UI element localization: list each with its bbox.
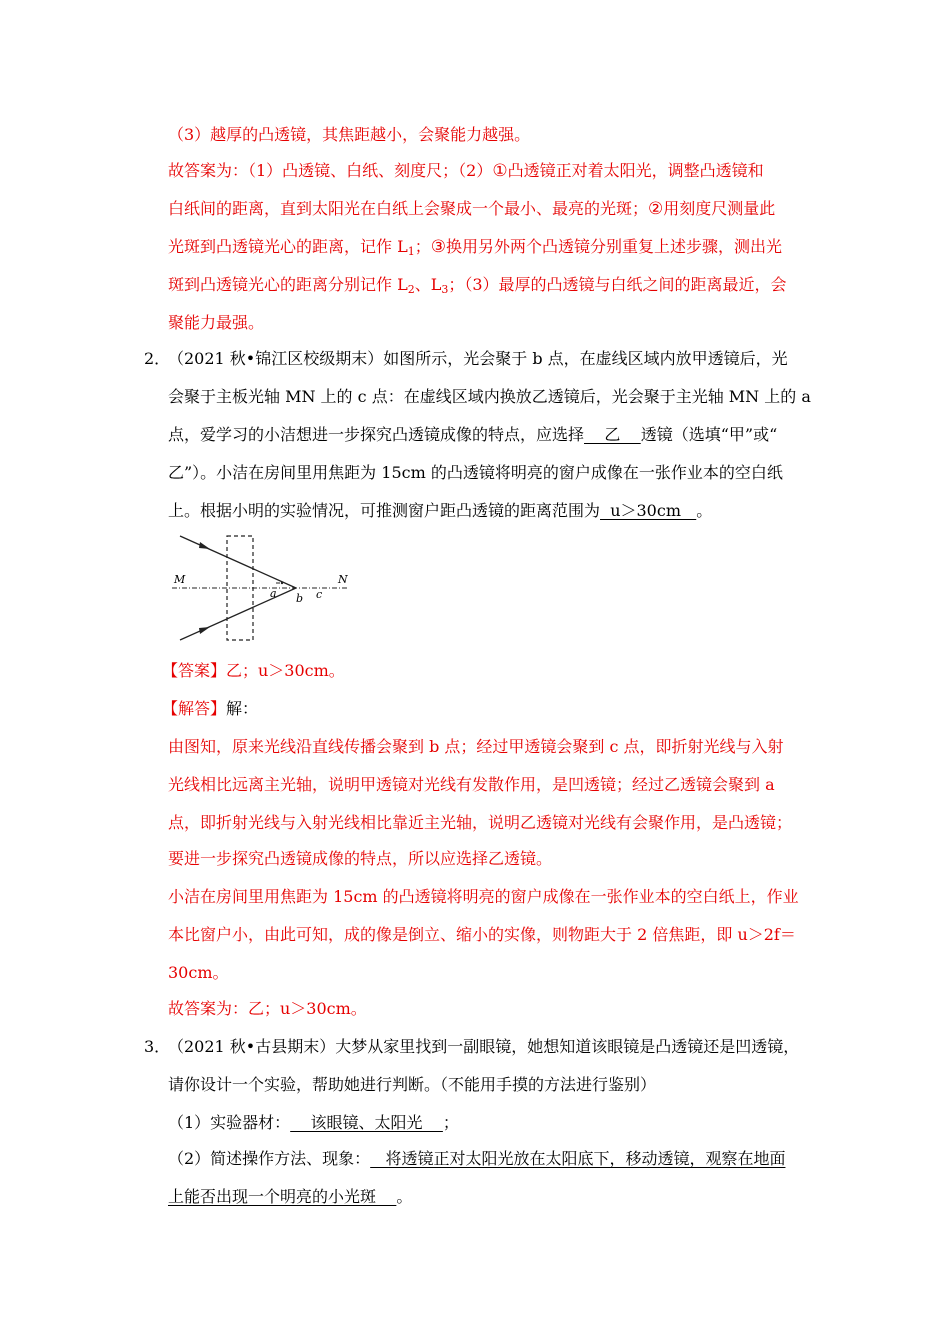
lens-diagram (170, 532, 350, 644)
question-3-sub-2 (168, 1148, 785, 1172)
answer-summary-line-1 (168, 160, 764, 184)
text: 换用另外两个凸透镜分别重复上述步骤，测出光 (445, 237, 782, 256)
text: ； (442, 1113, 459, 1132)
solution-label-2: 解： (226, 699, 259, 718)
answer-line: 【答案】乙；u＞30cm。 (162, 661, 345, 680)
text: 故答案为：（1）凸透镜、白纸、刻度尺；（2） (168, 161, 493, 180)
explanation-line-5: 小洁在房间里用焦距为 15cm 的凸透镜将明亮的窗户成像在一张作业本的空白纸上，作业 (168, 887, 799, 906)
text: 点，爱学习的小洁想进一步探究凸透镜成像的特点，应选择 (168, 425, 585, 444)
explanation-line-4: 要进一步探究凸透镜成像的特点，所以应选择乙透镜。 (168, 849, 553, 868)
subscript: 2 (407, 283, 415, 296)
label-N: N (338, 573, 348, 586)
explanation-line-6: 本比窗户小，由此可知，成的像是倒立、缩小的实像，则物距大于 2 倍焦距，即 u＞2f＝ (168, 925, 796, 944)
question-2-line-5 (168, 500, 712, 524)
question-number-3: 3． (144, 1037, 171, 1056)
text: 。 (396, 1187, 413, 1206)
point-a-dot (281, 582, 283, 584)
explanation-line-7: 30cm。 (168, 963, 229, 982)
explanation-line-3: 点，即折射光线与入射光线相比靠近主光轴，说明乙透镜对光线有会聚作用，是凸透镜； (168, 813, 793, 832)
label-a: a (270, 587, 277, 600)
text: 光斑到凸透镜光心的距离，记作 L (168, 237, 408, 256)
lower-ray-arrow (199, 627, 210, 634)
answer-summary-line-3 (168, 236, 782, 260)
subscript: 1 (407, 245, 415, 258)
answer-summary-line-4 (168, 274, 787, 298)
text: 。 (696, 501, 713, 520)
question-number-2: 2． (144, 349, 171, 368)
explanation-line-1: 由图知，原来光线沿直线传播会聚到 b 点；经过甲透镜会聚到 c 点，即折射光线与入射 (168, 737, 784, 756)
question-2-line-3 (168, 424, 777, 448)
answer-blank-2: u＞30cm (600, 501, 697, 520)
question-3-line-2: 请你设计一个实验，帮助她进行判断。（不能用手摸的方法进行鉴别） (168, 1075, 657, 1094)
upper-ray-arrow (199, 542, 210, 549)
text: ；（3）最厚的凸透镜与白纸之间的距离最近，会 (448, 275, 787, 294)
answer-summary-line-5: 聚能力最强。 (168, 313, 265, 332)
question-3-sub-2-cont (168, 1186, 412, 1210)
text: （1）实验器材： (168, 1113, 291, 1132)
answer-summary-line-2 (168, 198, 775, 222)
answer-blank-3: 该眼镜、太阳光 (290, 1113, 443, 1132)
answer-blank-4-cont: 上能否出现一个明亮的小光斑 (168, 1187, 397, 1206)
text: 凸透镜正对着太阳光，调整凸透镜和 (507, 161, 764, 180)
answer-line-3: （3）越厚的凸透镜，其焦距越小，会聚能力越强。 (168, 125, 531, 144)
label-M: M (174, 573, 186, 586)
question-2-line-2: 会聚于主板光轴 MN 上的 c 点：在虚线区域内换放乙透镜后，光会聚于主光轴 MN 上的 a (168, 387, 811, 406)
text: ； (414, 237, 431, 256)
text: 、L (414, 275, 442, 294)
subscript: 3 (441, 283, 449, 296)
question-3-sub-1 (168, 1112, 459, 1136)
solution-label: 【解答】 (162, 699, 227, 718)
circled-2-icon: ② (648, 199, 664, 219)
question-2-line-1: （2021 秋•锦江区校级期末）如图所示，光会聚于 b 点，在虚线区域内放甲透镜后，光 (168, 349, 788, 368)
solution-heading (162, 698, 258, 722)
upper-ray (180, 536, 296, 588)
circled-1-icon: ① (492, 161, 508, 181)
answer-blank-1: 乙 (584, 425, 641, 444)
text: 上。根据小明的实验情况，可推测窗户距凸透镜的距离范围为 (168, 501, 601, 520)
text: 白纸间的距离，直到太阳光在白纸上会聚成一个最小、最亮的光斑； (168, 199, 649, 218)
text: 用刻度尺测量此 (663, 199, 776, 218)
text: （2）简述操作方法、现象： (168, 1149, 371, 1168)
label-b: b (296, 592, 304, 605)
circled-3-icon: ③ (430, 237, 446, 257)
question-3-line-1: （2021 秋•古县期末）大梦从家里找到一副眼镜，她想知道该眼镜是凸透镜还是凹透镜， (168, 1037, 800, 1056)
lower-ray (180, 588, 296, 640)
explanation-line-2: 光线相比远离主光轴，说明甲透镜对光线有发散作用，是凹透镜；经过乙透镜会聚到 a (168, 775, 775, 794)
final-answer: 故答案为：乙；u＞30cm。 (168, 999, 367, 1018)
label-c: c (316, 588, 323, 601)
lens-diagram-svg (170, 532, 350, 644)
text: 透镜（选填“甲”或“ (640, 425, 778, 444)
question-2-line-4: 乙”）。小洁在房间里用焦距为 15cm 的凸透镜将明亮的窗户成像在一张作业本的空白纸 (168, 463, 783, 482)
text: 斑到凸透镜光心的距离分别记作 L (168, 275, 408, 294)
answer-blank-4: 将透镜正对太阳光放在太阳底下，移动透镜，观察在地面 (370, 1149, 786, 1168)
